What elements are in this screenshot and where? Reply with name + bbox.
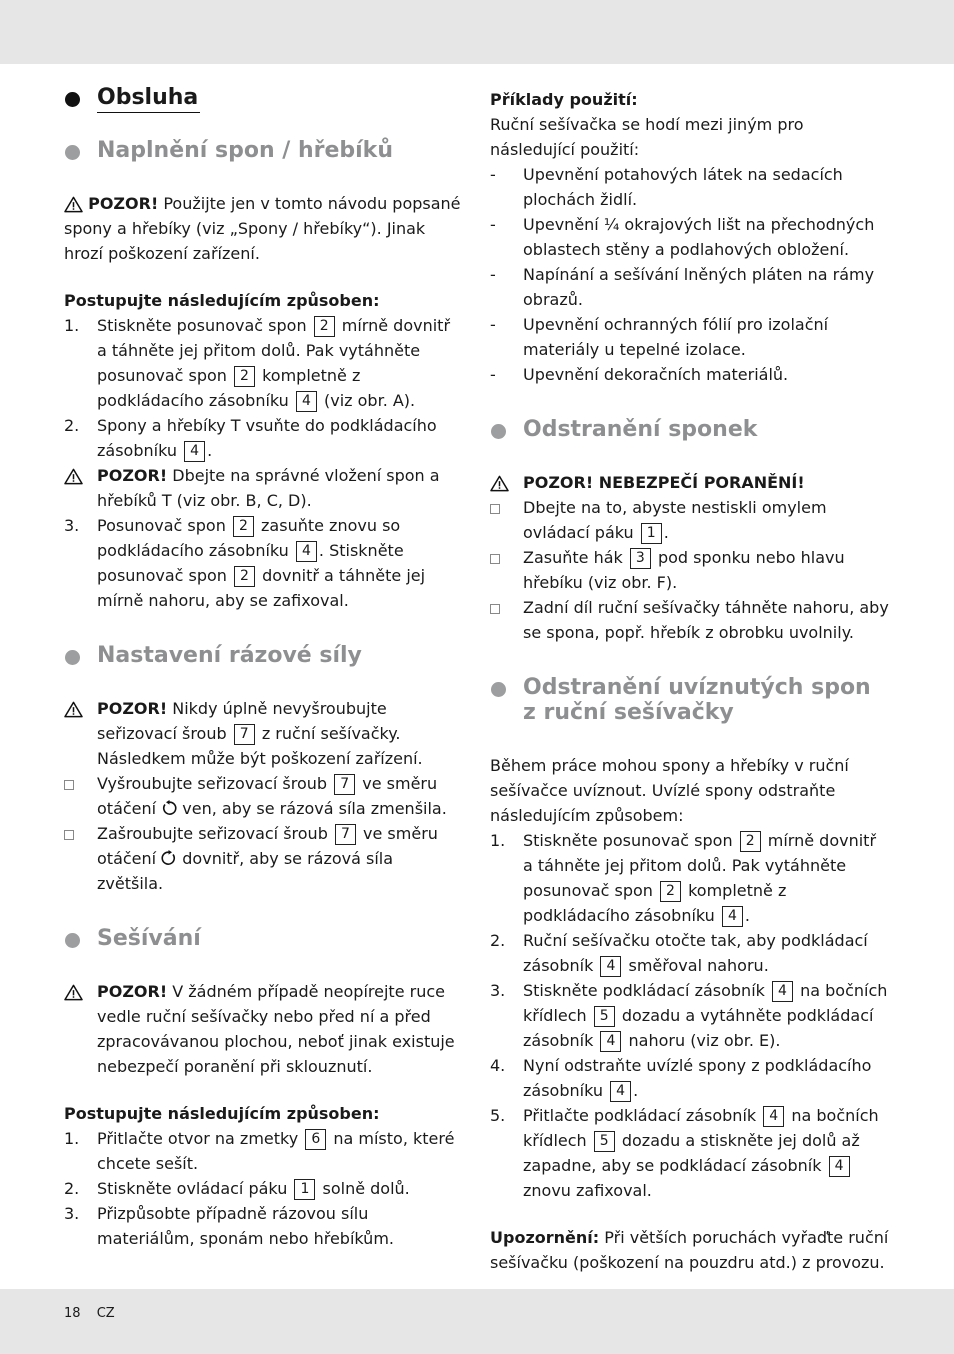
list-item: 2. Spony a hřebíky T vsuňte do podkládacího zásobníku 4 . [64, 416, 437, 460]
bullet-dot-icon [65, 145, 80, 160]
list-item: 4. Nyní odstraňte uvízlé spony z podkládacího zásobníku 4 . [490, 1056, 872, 1100]
warning-item: POZOR! V žádném případě neopírejte ruce vedle ruční sešívačky nebo před ní a před zpracovávanou plochou, neboť jinak existuje nebezpečí poranění při sklouznutí. [64, 979, 464, 1079]
left-column [64, 84, 464, 1251]
list-item: Dbejte na to, abyste nestiskli omylem ovládací páku 1 . [490, 495, 890, 545]
top-band [0, 0, 954, 64]
checkbox-bullet-icon [64, 780, 74, 790]
checkbox-bullet-icon [490, 554, 500, 564]
warning-triangle-icon [64, 984, 83, 1001]
note-paragraph: Upozornění: Při větších poruchách vyřaďte ruční sešívačku (poškození na pouzdru atd.) z provozu. [490, 1228, 889, 1272]
list-item: - Upevnění dekoračních materiálů. [490, 365, 789, 384]
warning-item: POZOR! NEBEZPEČÍ PORANĚNÍ! [490, 470, 890, 495]
list-item: Zadní díl ruční sešívačky táhněte nahoru, aby se spona, popř. hřebík z obrobku uvolnily. [490, 595, 890, 645]
section-heading-remove-staples: Odstranění sponek [490, 417, 890, 442]
section-heading-jammed: Odstranění uvíznutých spon z ruční sešívačky [490, 675, 890, 725]
list-item: - Upevnění ¼ okrajových lišt na přechodných oblastech stěny a podlahových obložení. [490, 215, 875, 259]
section-heading-impact: Nastavení rázové síly [64, 643, 464, 668]
main-heading: Obsluha [64, 84, 464, 116]
list-item: - Napínání a sešívání lněných pláten na rámy obrazů. [490, 265, 875, 309]
list-item: - Upevnění potahových látek na sedacích plochách židlí. [490, 165, 843, 209]
list-item: Vyšroubujte seřizovací šroub 7 ve směru otáčení ven, aby se rázová síla zmenšila. [64, 771, 464, 821]
warning-triangle-icon [64, 468, 83, 485]
checkbox-bullet-icon [64, 830, 74, 840]
right-column [490, 87, 890, 1275]
list-item: Zašroubujte seřizovací šroub 7 ve směru otáčení dovnitř, aby se rázová síla zvětšila. [64, 821, 464, 896]
warning-item: POZOR! Dbejte na správné vložení spon a hřebíků T (viz obr. B, C, D). [64, 463, 464, 513]
list-item: 3. Stiskněte podkládací zásobník 4 na bočních křídlech 5 dozadu a vytáhněte podkládací zásobník 4 nahoru (viz obr. E). [490, 981, 888, 1050]
procedure-heading: Postupujte následujícím způsoben: [64, 1104, 380, 1123]
warning-item: POZOR! Nikdy úplně nevyšroubujte seřizovací šroub 7 z ruční sešívačky. Následkem může být poškození zařízení. [64, 696, 464, 771]
list-item: 3. Přizpůsobte případně rázovou sílu materiálům, sponám nebo hřebíkům. [64, 1204, 394, 1248]
page-number: 18 [64, 1306, 81, 1321]
examples-intro: Ruční sešívačka se hodí mezi jiným pro následující použití: [490, 115, 804, 159]
bullet-dot-icon [491, 424, 506, 439]
rotate-clockwise-icon [161, 850, 177, 866]
list-item: 5. Přitlačte podkládací zásobník 4 na bočních křídlech 5 dozadu a stiskněte jej dolů až zapadne, aby se podkládací zásobník 4 znovu zafixoval. [490, 1106, 879, 1200]
warning-triangle-icon [490, 475, 509, 492]
page-footer [64, 1306, 127, 1321]
bullet-dot-icon [65, 92, 80, 107]
list-item: 1. Přitlačte otvor na zmetky 6 na místo, které chcete sešít. [64, 1129, 455, 1173]
list-item: 1. Stiskněte posunovač spon 2 mírně dovnitř a táhněte jej přitom dolů. Pak vytáhněte posunovač spon 2 kompletně z podkládacího zásobníku 4 (viz obr. A). [64, 316, 451, 410]
list-item: 1. Stiskněte posunovač spon 2 mírně dovnitř a táhněte jej přitom dolů. Pak vytáhněte posunovač spon 2 kompletně z podkládacího zásobníku 4 . [490, 831, 877, 925]
list-item: 2. Ruční sešívačku otočte tak, aby podkládací zásobník 4 směřoval nahoru. [490, 931, 868, 975]
list-item: 2. Stiskněte ovládací páku 1 solně dolů. [64, 1179, 410, 1198]
bottom-band [0, 1289, 954, 1354]
jam-intro: Během práce mohou spony a hřebíky v ruční sešívačce uvíznout. Uvízlé spony odstraňte následujícím způsobem: [490, 756, 849, 825]
section-heading-refill: Naplnění spon / hřebíků [64, 138, 464, 163]
language-code: CZ [96, 1306, 115, 1321]
bullet-dot-icon [65, 933, 80, 948]
rotate-counterclockwise-icon [161, 800, 177, 816]
checkbox-bullet-icon [490, 504, 500, 514]
checkbox-bullet-icon [490, 604, 500, 614]
section-heading-stapling: Sešívání [64, 926, 464, 951]
examples-heading: Příklady použití: [490, 90, 638, 109]
warning-paragraph: POZOR! Použijte jen v tomto návodu popsané spony a hřebíky (viz „Spony / hřebíky“). Jinak hrozí poškození zařízení. [64, 194, 461, 263]
list-item: - Upevnění ochranných fólií pro izolační materiály u tepelné izolace. [490, 315, 829, 359]
procedure-heading: Postupujte následujícím způsoben: [64, 291, 380, 310]
warning-triangle-icon [64, 701, 83, 718]
bullet-dot-icon [65, 650, 80, 665]
list-item: Zasuňte hák 3 pod sponku nebo hlavu hřebíku (viz obr. F). [490, 545, 890, 595]
list-item: 3. Posunovač spon 2 zasuňte znovu so podkládacího zásobníku 4 . Stiskněte posunovač spon 2 dovnitř a táhněte jej mírně nahoru, aby se zafixoval. [64, 516, 426, 610]
warning-triangle-icon [64, 196, 83, 213]
bullet-dot-icon [491, 682, 506, 697]
